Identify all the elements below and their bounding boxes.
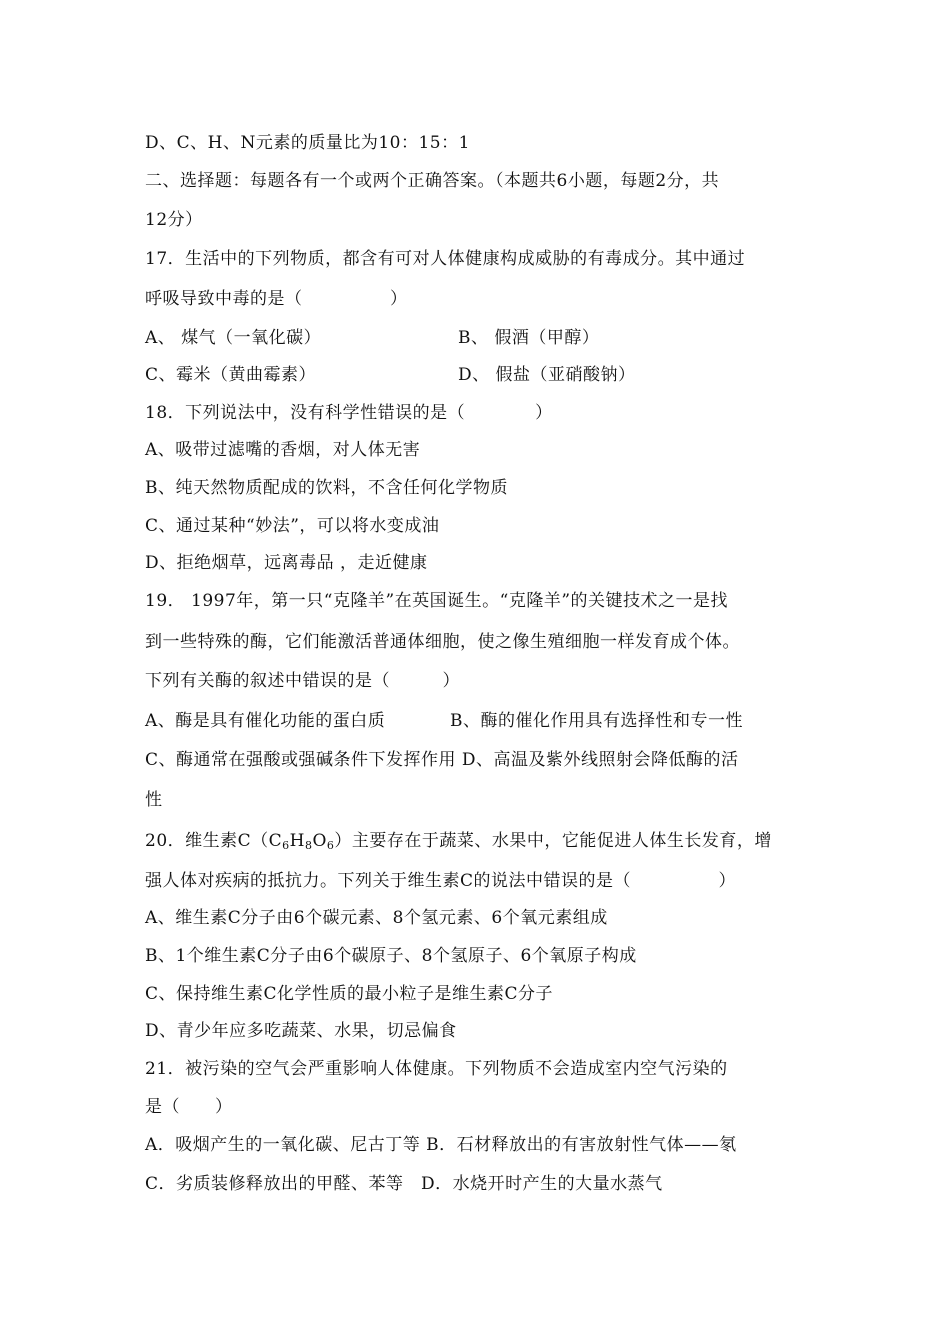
q17-options-cd — [145, 360, 636, 385]
q21-stem: 21．被污染的空气会严重影响人体健康。下列物质不会造成室内空气污染的 — [145, 1059, 728, 1079]
q20-option-a: A、维生素C分子由6个碳元素、8个氢元素、6个氧元素组成 — [145, 908, 608, 928]
section-heading: 二、选择题：每题各有一个或两个正确答案。（本题共6小题，每题2分，共 — [145, 171, 720, 191]
q17-stem-cont: 呼吸导致中毒的是（ ） — [145, 289, 408, 309]
q20-stem — [145, 826, 772, 852]
q18-option-c: C、通过某种“妙法”，可以将水变成油 — [145, 516, 440, 536]
q20-option-b: B、1个维生素C分子由6个碳原子、8个氢原子、6个氧原子构成 — [145, 946, 637, 966]
q20-stem-pre: 20．维生素C（C — [145, 831, 283, 851]
q19-stem-cont: 到一些特殊的酶，它们能激活普通体细胞，使之像生殖细胞一样发育成个体。 — [145, 632, 740, 652]
q20-option-c: C、保持维生素C化学性质的最小粒子是维生素C分子 — [145, 984, 554, 1004]
q21-stem-cont: 是（ ） — [145, 1097, 233, 1117]
formula-sub-h: 8 — [304, 839, 313, 852]
q20-stem-post: ）主要存在于蔬菜、水果中，它能促进人体生长发育，增 — [334, 831, 772, 851]
formula-o: O — [312, 831, 327, 851]
formula-h: H — [289, 831, 305, 851]
q19-option-b: B、酶的催化作用具有选择性和专一性 — [450, 711, 743, 731]
q20-stem-cont: 强人体对疾病的抵抗力。下列关于维生素C的说法中错误的是（ ） — [145, 871, 737, 891]
q19-options-ab — [145, 706, 743, 731]
q17-option-d: D、 假盐（亚硝酸钠） — [458, 365, 636, 385]
q19-options-cd: C、酶通常在强酸或强碱条件下发挥作用 D、高温及紫外线照射会降低酶的活 — [145, 750, 739, 770]
q18-option-a: A、吸带过滤嘴的香烟，对人体无害 — [145, 440, 421, 460]
formula-sub-o: 6 — [326, 839, 335, 852]
q18-option-b: B、纯天然物质配成的饮料，不含任何化学物质 — [145, 478, 508, 498]
q17-option-c: C、霉米（黄曲霉素） — [145, 365, 317, 385]
q19-options-cd-cont: 性 — [145, 790, 163, 810]
q17-option-a: A、 煤气（一氧化碳） — [145, 328, 322, 348]
q17-stem: 17．生活中的下列物质，都含有可对人体健康构成威胁的有毒成分。其中通过 — [145, 249, 746, 269]
q19-stem-cont2: 下列有关酶的叙述中错误的是（ ） — [145, 671, 460, 691]
q20-option-d: D、青少年应多吃蔬菜、水果，切忌偏食 — [145, 1021, 457, 1041]
q21-options-cd: C．劣质装修释放出的甲醛、苯等 D．水烧开时产生的大量水蒸气 — [145, 1174, 663, 1194]
q18-stem: 18．下列说法中，没有科学性错误的是（ ） — [145, 403, 553, 423]
section-heading-cont: 12分） — [145, 210, 203, 230]
q21-options-ab: A．吸烟产生的一氧化碳、尼古丁等 B．石材释放出的有害放射性气体——氡 — [145, 1135, 737, 1155]
formula-sub-c: 6 — [282, 839, 290, 852]
q19-stem: 19． 1997年，第一只“克隆羊”在英国诞生。“克隆羊”的关键技术之一是找 — [145, 591, 729, 611]
q18-option-d: D、拒绝烟草，远离毒品 ，走近健康 — [145, 553, 428, 573]
q17-option-b: B、 假酒（甲醇） — [458, 328, 600, 348]
q19-option-a: A、酶是具有催化功能的蛋白质 — [145, 711, 386, 731]
q16-option-d: D、C、H、N元素的质量比为10：15：1 — [145, 133, 470, 153]
q17-options-ab — [145, 323, 600, 348]
